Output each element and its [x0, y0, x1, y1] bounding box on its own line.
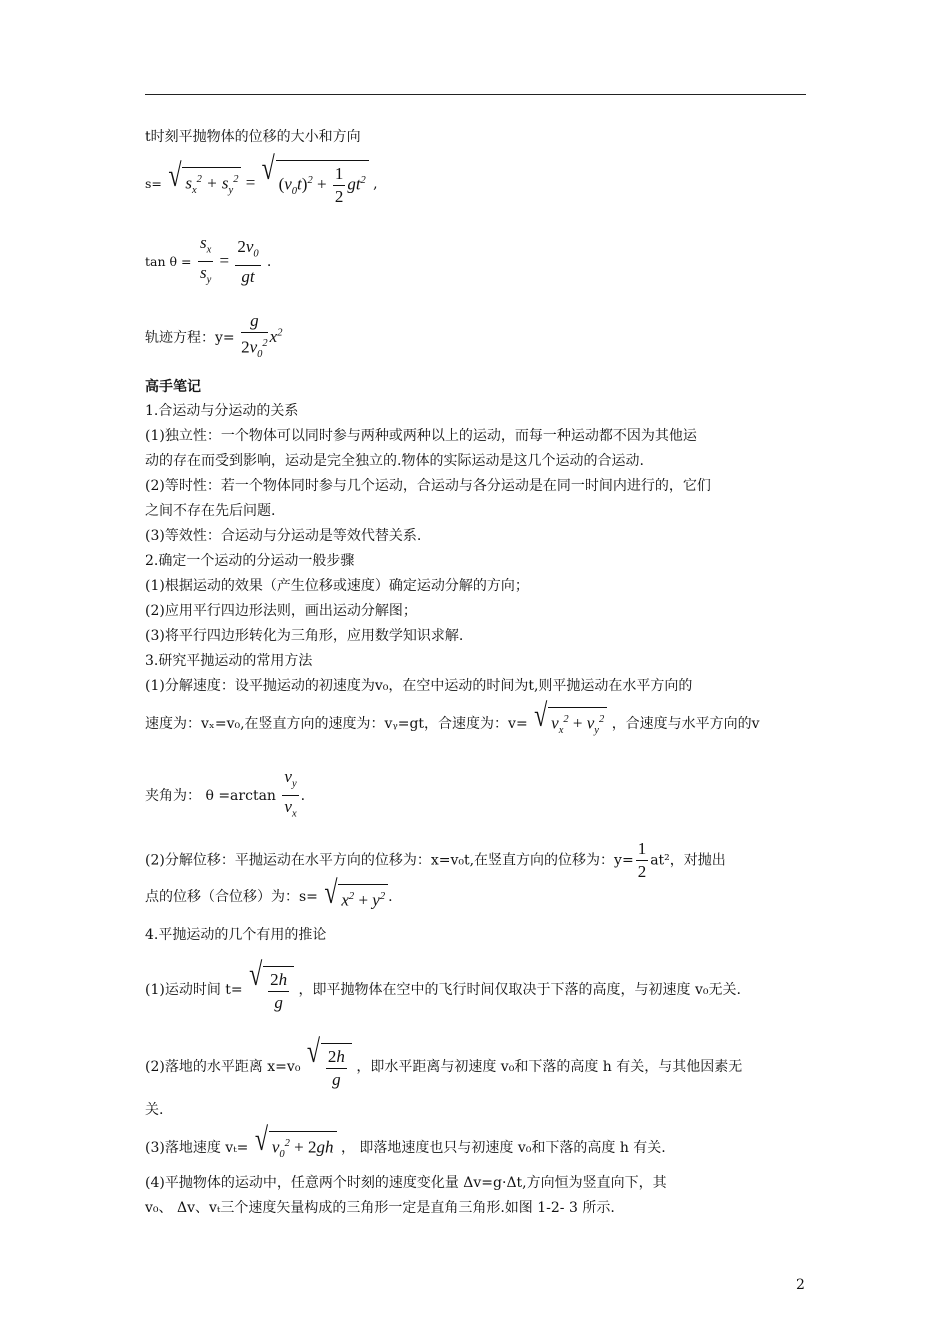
sec3-p1-line3: 夹角为： θ =arctan $\frac{v_y}{v_x}$ .: [145, 767, 306, 820]
sec4-p2-line2: 关.: [145, 1102, 164, 1118]
flight-time-expression: √ $\frac{2h}{g}$: [247, 979, 294, 998]
sec4-p4-line2: v₀、 Δv、vₜ三个速度矢量构成的三角形一定是直角三角形.如图 1-2- 3 所示.: [145, 1200, 615, 1216]
sec2-title: 2.确定一个运动的分运动一般步骤: [145, 553, 355, 569]
sec1-p1-line1: (1)独立性：一个物体可以同时参与两种或两种以上的运动，而每一种运动都不因为其他运: [145, 428, 697, 444]
displacement-expression: √ $s_x^2 + s_y^2$ = √ $(v_0t)^2$ + $\frac{1}{2}$ $gt^2$: [166, 173, 373, 192]
sec3-p2-line1: (2)分解位移：平抛运动在水平方向的位移为：x=v₀t,在竖直方向的位移为：y= $\frac{1}{2}$ at²，对抛出: [145, 839, 726, 881]
horizontal-distance-expression: √ $\frac{2h}{g}$: [305, 1056, 352, 1075]
sec1-p3: (3)等效性：合运动与分运动是等效代替关系.: [145, 528, 422, 544]
trajectory-formula: [145, 310, 282, 366]
landing-velocity-expression: √ $v_0^2 + 2gh$: [253, 1137, 337, 1156]
sec1-p2-line1: (2)等时性：若一个物体同时参与几个运动，合运动与各分运动是在同一时间内进行的，它们: [145, 478, 711, 494]
trajectory-label: 轨迹方程：y=: [145, 329, 235, 346]
trajectory-expression: $\frac{g}{2v_0^2}$ $x^2$: [241, 311, 283, 361]
intro-line: t时刻平抛物体的位移的大小和方向: [145, 129, 361, 145]
sec3-p1-line1: (1)分解速度：设平抛运动的初速度为v₀，在空中运动的时间为t,则平抛运动在水平方向的: [145, 678, 693, 694]
sec4-p1: (1)运动时间 t= √ $\frac{2h}{g}$ ，即平抛物体在空中的飞行时间仅取决于下落的高度，与初速度 v₀无关.: [145, 966, 741, 1014]
sec3-p2-line2: 点的位移（合位移）为：s= √ $x^2 + y^2$ .: [145, 884, 393, 911]
sec2-p1: (1)根据运动的效果（产生位移或速度）确定运动分解的方向；: [145, 578, 529, 594]
sec4-p2-line1: (2)落地的水平距离 x=v₀ √ $\frac{2h}{g}$ ，即水平距离与初速度 v₀和下落的高度 h 有关，与其他因素无: [145, 1043, 742, 1091]
header-rule: [145, 94, 806, 95]
s-label: s=: [145, 175, 162, 191]
page-number: 2: [796, 1277, 805, 1293]
sec3-p1-line2: 速度为：vₓ=v₀,在竖直方向的速度为：vᵧ=gt，合速度为：v= √ $v_x^2 + v_y^2$ ，合速度与水平方向的v: [145, 707, 760, 741]
resultant-displacement-expression: √ $x^2 + y^2$: [322, 886, 388, 905]
sec4-p4-line1: (4)平抛物体的运动中，任意两个时刻的速度变化量 Δv=g·Δt,方向恒为竖直向下，其: [145, 1175, 667, 1191]
notes-title: 高手笔记: [145, 379, 201, 395]
sec1-p1-line2: 动的存在而受到影响，运动是完全独立的.物体的实际运动是这几个运动的合运动.: [145, 453, 644, 469]
arctan-expression: $\frac{v_y}{v_x}$: [284, 767, 297, 820]
tan-label: tan θ =: [145, 253, 192, 269]
displacement-formula: s= √ $s_x^2 + s_y^2$ = √ $(v_0t)^2$ + $\frac{1}{2}$ $gt^2$ ,: [145, 160, 378, 208]
half-fraction: $\frac{1}{2}$: [637, 839, 647, 881]
sec1-p2-line2: 之间不存在先后问题.: [145, 503, 276, 519]
tan-expression: $\frac{s_x}{s_y}$ = $\frac{2v_0}{gt}$: [199, 233, 259, 287]
tan-formula: tan θ = $\frac{s_x}{s_y}$ = $\frac{2v_0}{gt}$ .: [145, 233, 272, 287]
sec1-title: 1.合运动与分运动的关系: [145, 403, 299, 419]
sec4-p3: (3)落地速度 vₜ= √ $v_0^2 + 2gh$ ， 即落地速度也只与初速度 v₀和下落的高度 h 有关.: [145, 1131, 666, 1165]
sec3-title: 3.研究平抛运动的常用方法: [145, 653, 313, 669]
sec2-p2: (2)应用平行四边形法则，画出运动分解图；: [145, 603, 417, 619]
resultant-velocity-expression: √ $v_x^2 + v_y^2$: [532, 713, 607, 732]
sec2-p3: (3)将平行四边形转化为三角形，应用数学知识求解.: [145, 628, 464, 644]
sec4-title: 4.平抛运动的几个有用的推论: [145, 927, 327, 943]
